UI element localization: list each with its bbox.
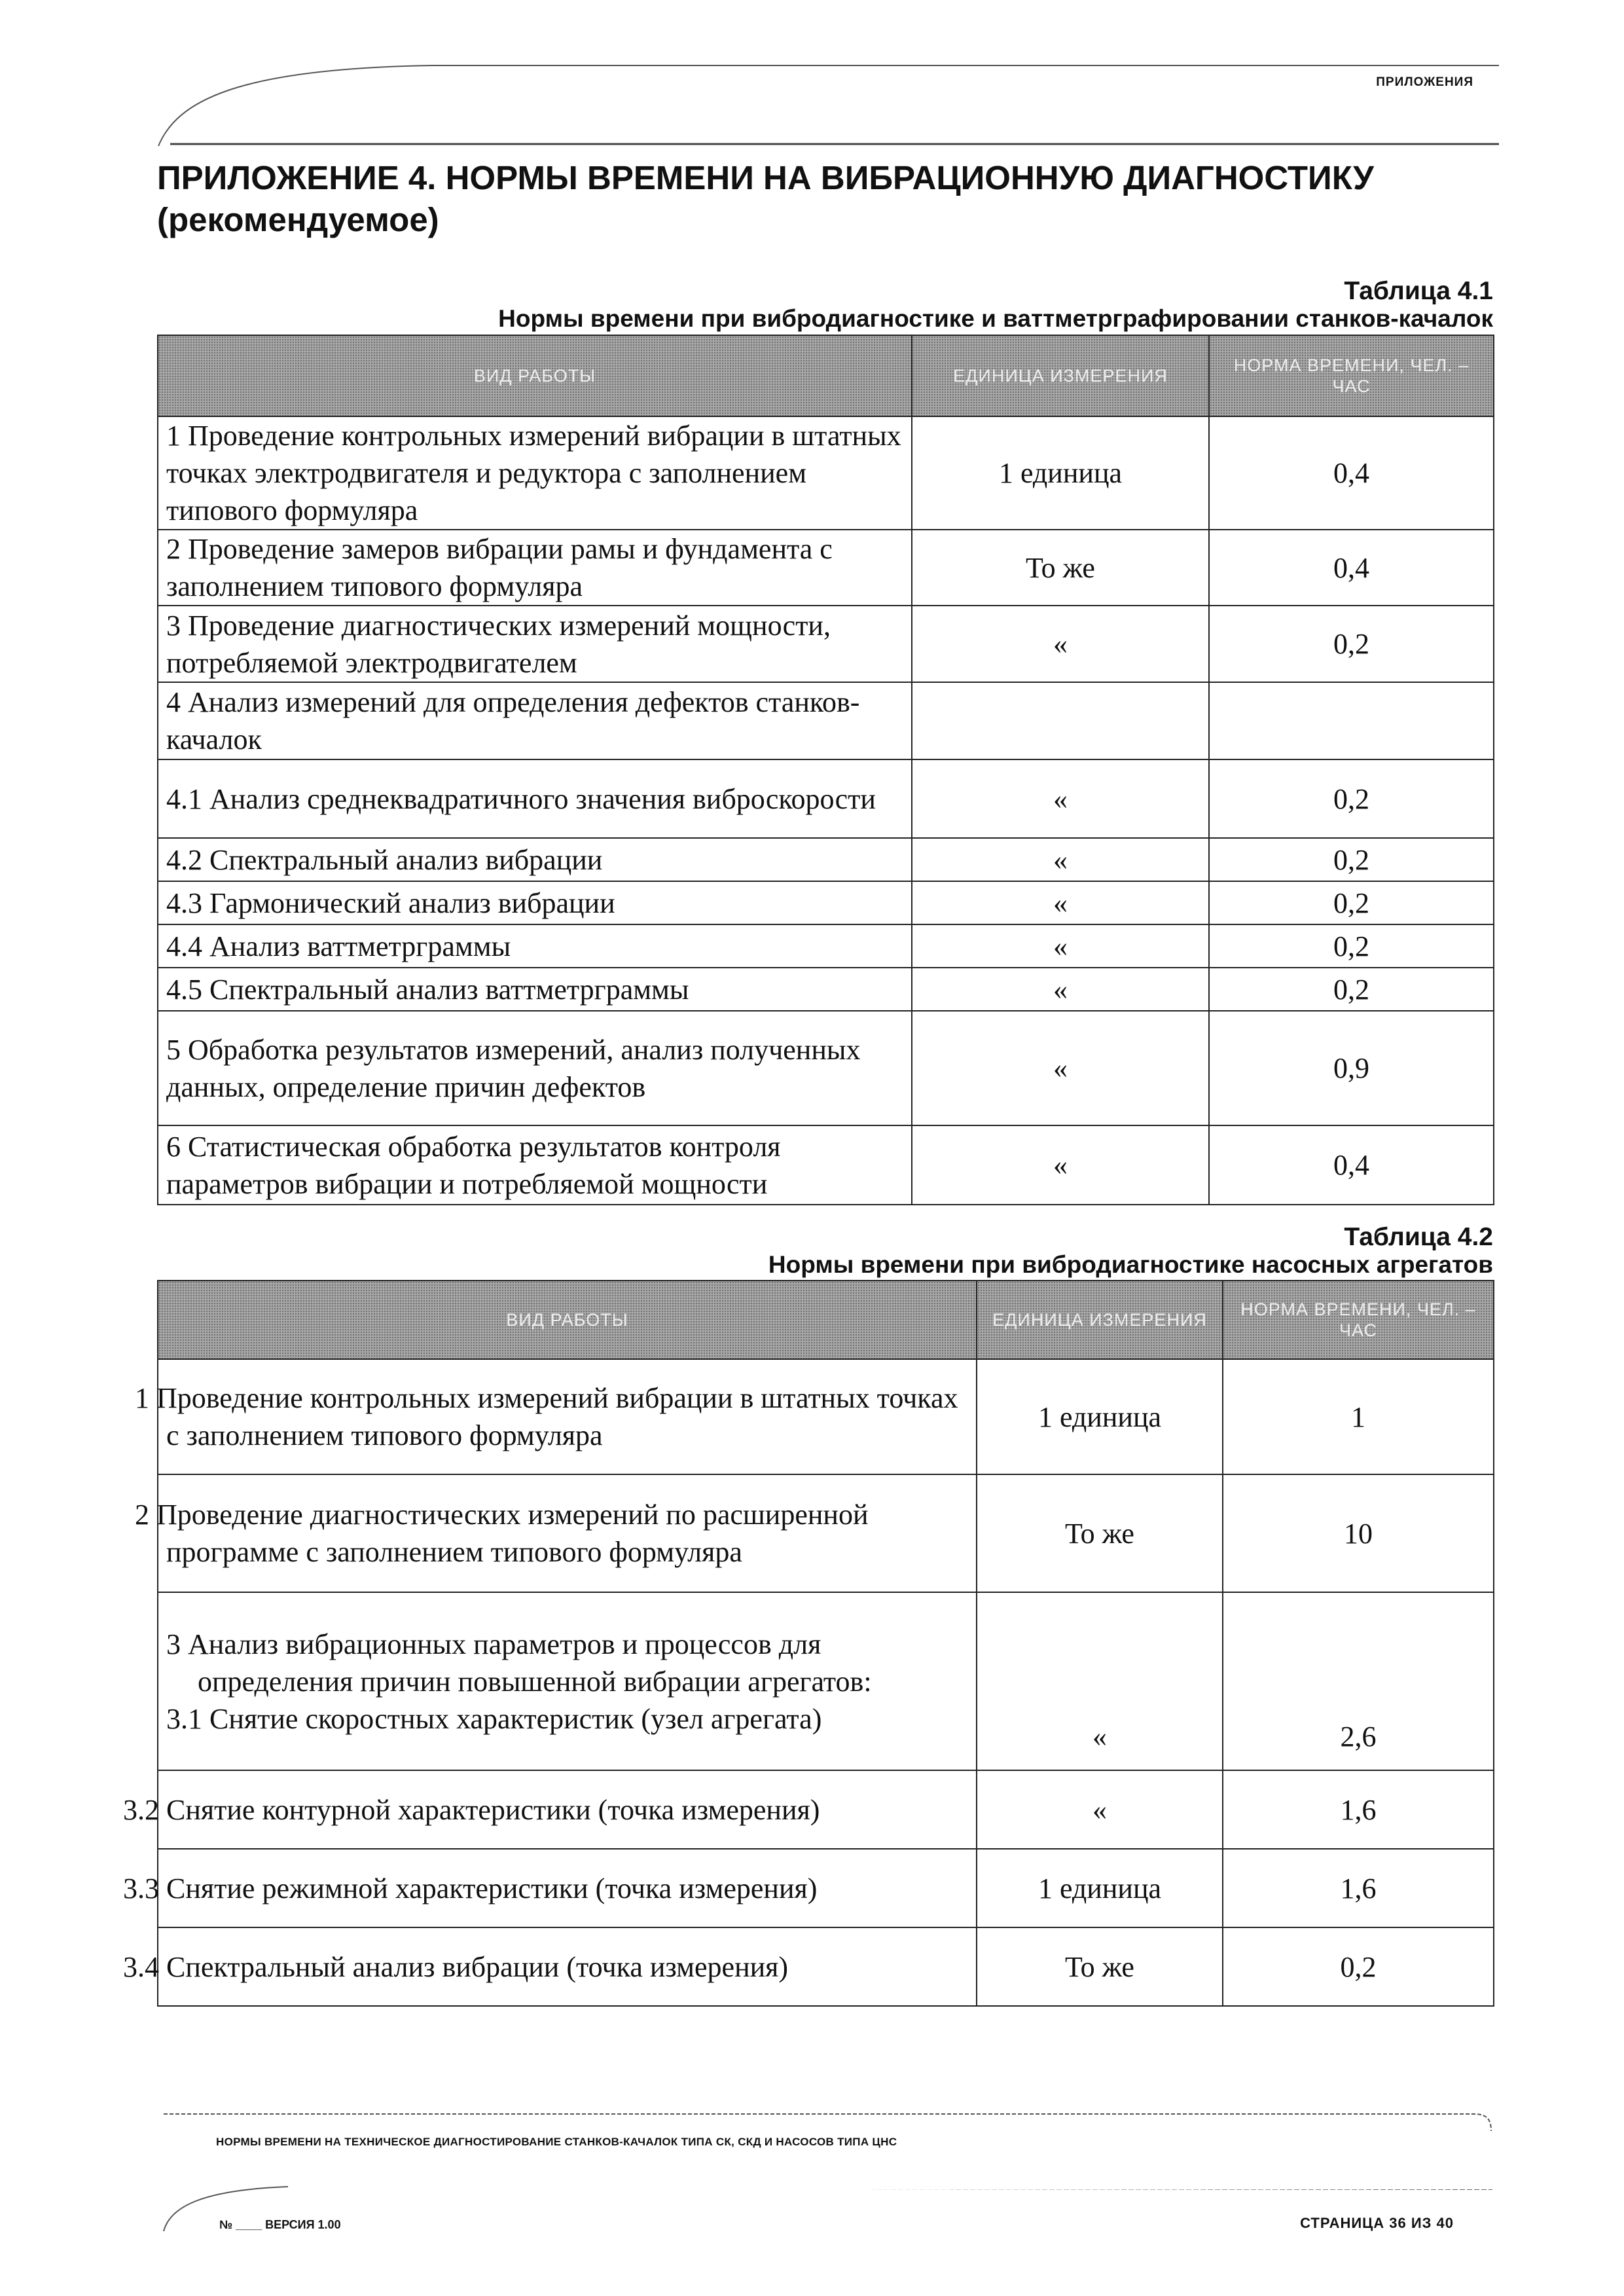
table-row bbox=[158, 416, 1494, 530]
norm-cell: 0,2 bbox=[1209, 838, 1494, 881]
work-cell: 3.4 Спектральный анализ вибрации (точка измерения) bbox=[158, 1927, 977, 2006]
norm-cell: 0,2 bbox=[1223, 1927, 1494, 2006]
unit-cell: « bbox=[912, 924, 1209, 968]
work-cell: 6 Статистическая обработка результатов контроля параметров вибрации и потребляемой мощности bbox=[158, 1125, 912, 1205]
work-cell: 4.3 Гармонический анализ вибрации bbox=[158, 881, 912, 924]
table-row bbox=[158, 682, 1494, 759]
table-row bbox=[158, 606, 1494, 682]
unit-cell: 1 единица bbox=[912, 416, 1209, 530]
title-line-1: ПРИЛОЖЕНИЕ 4. НОРМЫ ВРЕМЕНИ НА ВИБРАЦИОННУЮ ДИАГНОСТИКУ bbox=[157, 159, 1374, 196]
table-1 bbox=[157, 335, 1494, 1205]
work-cell: 4.4 Анализ ваттметрграммы bbox=[158, 924, 912, 968]
unit-cell: « bbox=[977, 1592, 1223, 1770]
norm-cell: 0,4 bbox=[1209, 530, 1494, 606]
footer-document-title: НОРМЫ ВРЕМЕНИ НА ТЕХНИЧЕСКОЕ ДИАГНОСТИРОВАНИЕ СТАНКОВ-КАЧАЛОК ТИПА СК, СКД И НАСОСОВ ТИПА ЦНС bbox=[216, 2136, 897, 2148]
unit-cell: « bbox=[912, 1011, 1209, 1125]
norm-cell: 0,2 bbox=[1209, 759, 1494, 838]
norm-cell: 0,2 bbox=[1209, 924, 1494, 968]
norm-cell: 1,6 bbox=[1223, 1770, 1494, 1849]
unit-cell: « bbox=[912, 759, 1209, 838]
unit-cell: 1 единица bbox=[977, 1359, 1223, 1474]
title-line-2: (рекомендуемое) bbox=[157, 201, 439, 238]
work-cell: 4.1 Анализ среднеквадратичного значения виброскорости bbox=[158, 759, 912, 838]
table-row bbox=[158, 924, 1494, 968]
norm-cell: 1 bbox=[1223, 1359, 1494, 1474]
unit-cell: « bbox=[977, 1770, 1223, 1849]
table-2-header-row bbox=[158, 1281, 1494, 1359]
work-cell: 4.2 Спектральный анализ вибрации bbox=[158, 838, 912, 881]
norm-cell: 10 bbox=[1223, 1474, 1494, 1592]
unit-cell: « bbox=[912, 838, 1209, 881]
norm-cell: 0,9 bbox=[1209, 1011, 1494, 1125]
table-row bbox=[158, 1927, 1494, 2006]
norm-cell: 2,6 bbox=[1223, 1592, 1494, 1770]
norm-cell: 0,2 bbox=[1209, 968, 1494, 1011]
table-row bbox=[158, 881, 1494, 924]
table-2-header-work: ВИД РАБОТЫ bbox=[158, 1281, 977, 1359]
unit-cell: « bbox=[912, 968, 1209, 1011]
work-cell: 3 Проведение диагностических измерений мощности, потребляемой электродвигателем bbox=[158, 606, 912, 682]
table-1-header-unit: ЕДИНИЦА ИЗМЕРЕНИЯ bbox=[912, 335, 1209, 416]
work-cell: 2 Проведение диагностических измерений по расширенной программе с заполнением типового формуляра bbox=[158, 1474, 977, 1592]
norm-cell: 0,2 bbox=[1209, 881, 1494, 924]
work-cell: 1 Проведение контрольных измерений вибрации в штатных точках с заполнением типового формуляра bbox=[158, 1359, 977, 1474]
unit-cell: То же bbox=[977, 1474, 1223, 1592]
work-cell: 3.3 Снятие режимной характеристики (точка измерения) bbox=[158, 1849, 977, 1927]
footer-version: № ____ ВЕРСИЯ 1.00 bbox=[219, 2218, 341, 2231]
page-title bbox=[157, 157, 1506, 241]
unit-cell: « bbox=[912, 606, 1209, 682]
unit-cell bbox=[912, 682, 1209, 759]
footer-decoration bbox=[164, 2111, 1492, 2190]
work-cell: 1 Проведение контрольных измерений вибрации в штатных точках электродвигателя и редуктора с заполнением типового формуляра bbox=[158, 416, 912, 530]
table-row bbox=[158, 1770, 1494, 1849]
norm-cell: 0,4 bbox=[1209, 1125, 1494, 1205]
work-cell: 4.5 Спектральный анализ ваттметрграммы bbox=[158, 968, 912, 1011]
table-1-header-norm: НОРМА ВРЕМЕНИ, ЧЕЛ. – ЧАС bbox=[1209, 335, 1494, 416]
unit-cell: 1 единица bbox=[977, 1849, 1223, 1927]
table-row bbox=[158, 1011, 1494, 1125]
unit-cell: То же bbox=[912, 530, 1209, 606]
header-decoration bbox=[157, 62, 1499, 147]
norm-cell: 0,2 bbox=[1209, 606, 1494, 682]
table-row bbox=[158, 968, 1494, 1011]
norm-cell bbox=[1209, 682, 1494, 759]
footer-page-number: СТРАНИЦА 36 ИЗ 40 bbox=[1300, 2215, 1454, 2231]
unit-cell: « bbox=[912, 881, 1209, 924]
work-cell: 5 Обработка результатов измерений, анализ полученных данных, определение причин дефектов bbox=[158, 1011, 912, 1125]
work-cell-main: 3 Анализ вибрационных параметров и процессов для определения причин повышенной вибрации агрегатов: bbox=[166, 1628, 872, 1698]
table-2-header-unit: ЕДИНИЦА ИЗМЕРЕНИЯ bbox=[977, 1281, 1223, 1359]
unit-cell: « bbox=[912, 1125, 1209, 1205]
table-2-header-norm: НОРМА ВРЕМЕНИ, ЧЕЛ. – ЧАС bbox=[1223, 1281, 1494, 1359]
header-section-label: ПРИЛОЖЕНИЯ bbox=[1376, 75, 1473, 89]
work-cell bbox=[158, 1592, 977, 1770]
work-cell: 3.2 Снятие контурной характеристики (точка измерения) bbox=[158, 1770, 977, 1849]
table-2-name: Нормы времени при вибродиагностике насосных агрегатов bbox=[768, 1251, 1493, 1278]
table-row bbox=[158, 838, 1494, 881]
work-cell-sub: 3.1 Снятие скоростных характеристик (узел агрегата) bbox=[166, 1702, 822, 1735]
table-1-header-row bbox=[158, 335, 1494, 416]
table-row bbox=[158, 1592, 1494, 1770]
table-row bbox=[158, 1474, 1494, 1592]
table-1-header-work: ВИД РАБОТЫ bbox=[158, 335, 912, 416]
unit-cell: То же bbox=[977, 1927, 1223, 2006]
norm-cell: 0,4 bbox=[1209, 416, 1494, 530]
table-2-caption: Таблица 4.2 bbox=[1344, 1223, 1493, 1251]
table-row bbox=[158, 1359, 1494, 1474]
table-row bbox=[158, 1125, 1494, 1205]
table-2 bbox=[123, 1280, 1494, 2007]
table-row bbox=[158, 1849, 1494, 1927]
norm-cell: 1,6 bbox=[1223, 1849, 1494, 1927]
table-1-name: Нормы времени при вибродиагностике и ваттметрграфировании станков-качалок bbox=[498, 305, 1493, 332]
work-cell: 4 Анализ измерений для определения дефектов станков-качалок bbox=[158, 682, 912, 759]
table-row bbox=[158, 530, 1494, 606]
table-row bbox=[158, 759, 1494, 838]
work-cell: 2 Проведение замеров вибрации рамы и фундамента с заполнением типового формуляра bbox=[158, 530, 912, 606]
table-1-caption: Таблица 4.1 bbox=[1344, 277, 1493, 305]
